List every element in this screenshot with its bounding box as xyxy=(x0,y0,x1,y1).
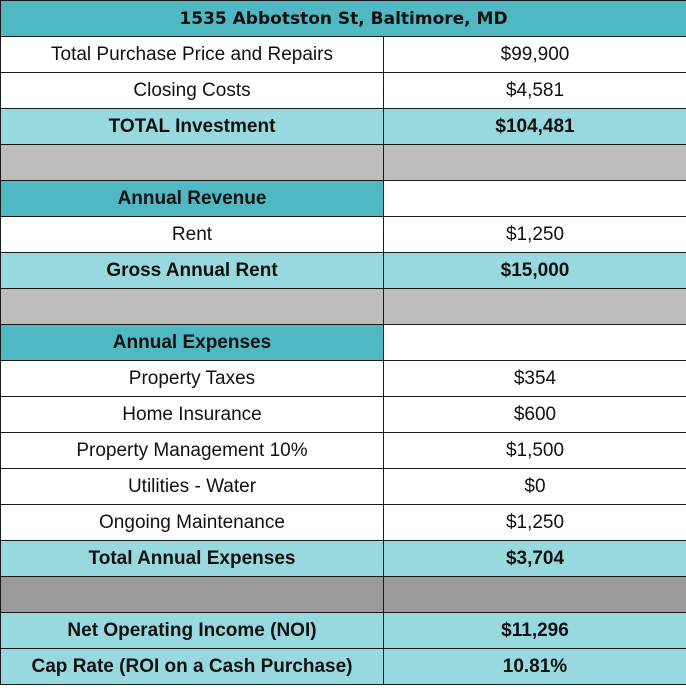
utilities-water-value: $0 xyxy=(384,469,686,505)
closing-costs-value: $4,581 xyxy=(384,73,686,109)
annual-expenses-heading: Annual Expenses xyxy=(1,325,384,361)
home-insurance-value: $600 xyxy=(384,397,686,433)
annual-revenue-heading-blank xyxy=(384,181,686,217)
annual-expenses-heading-blank xyxy=(384,325,686,361)
total-annual-expenses-row xyxy=(1,541,686,577)
spacer-row xyxy=(1,289,686,325)
noi-row xyxy=(1,613,686,649)
property-taxes-label: Property Taxes xyxy=(1,361,384,397)
total-investment-value: $104,481 xyxy=(384,109,686,145)
table-row xyxy=(1,73,686,109)
property-taxes-value: $354 xyxy=(384,361,686,397)
spacer-cell xyxy=(384,289,686,325)
annual-revenue-heading: Annual Revenue xyxy=(1,181,384,217)
spacer-cell xyxy=(1,289,384,325)
cap-rate-value: 10.81% xyxy=(384,649,686,685)
spacer-cell xyxy=(1,145,384,181)
total-investment-row xyxy=(1,109,686,145)
total-investment-label: TOTAL Investment xyxy=(1,109,384,145)
cap-rate-row xyxy=(1,649,686,685)
property-management-value: $1,500 xyxy=(384,433,686,469)
rent-value: $1,250 xyxy=(384,217,686,253)
gross-annual-rent-label: Gross Annual Rent xyxy=(1,253,384,289)
purchase-price-label: Total Purchase Price and Repairs xyxy=(1,37,384,73)
spacer-cell xyxy=(384,145,686,181)
rent-label: Rent xyxy=(1,217,384,253)
title-row xyxy=(1,1,686,37)
table-row xyxy=(1,397,686,433)
spacer-row xyxy=(1,577,686,613)
closing-costs-label: Closing Costs xyxy=(1,73,384,109)
property-management-label: Property Management 10% xyxy=(1,433,384,469)
annual-revenue-section-row xyxy=(1,181,686,217)
purchase-price-value: $99,900 xyxy=(384,37,686,73)
noi-label: Net Operating Income (NOI) xyxy=(1,613,384,649)
total-annual-expenses-label: Total Annual Expenses xyxy=(1,541,384,577)
table-row xyxy=(1,361,686,397)
table-row xyxy=(1,37,686,73)
spacer-row xyxy=(1,145,686,181)
home-insurance-label: Home Insurance xyxy=(1,397,384,433)
table-row xyxy=(1,469,686,505)
spacer-cell xyxy=(384,577,686,613)
table-row xyxy=(1,433,686,469)
utilities-water-label: Utilities - Water xyxy=(1,469,384,505)
gross-annual-rent-value: $15,000 xyxy=(384,253,686,289)
table-row xyxy=(1,505,686,541)
gross-annual-rent-row xyxy=(1,253,686,289)
property-address-title: 1535 Abbotston St, Baltimore, MD xyxy=(1,1,686,37)
ongoing-maintenance-value: $1,250 xyxy=(384,505,686,541)
total-annual-expenses-value: $3,704 xyxy=(384,541,686,577)
spacer-cell xyxy=(1,577,384,613)
annual-expenses-section-row xyxy=(1,325,686,361)
cap-rate-label: Cap Rate (ROI on a Cash Purchase) xyxy=(1,649,384,685)
ongoing-maintenance-label: Ongoing Maintenance xyxy=(1,505,384,541)
table-row xyxy=(1,217,686,253)
noi-value: $11,296 xyxy=(384,613,686,649)
